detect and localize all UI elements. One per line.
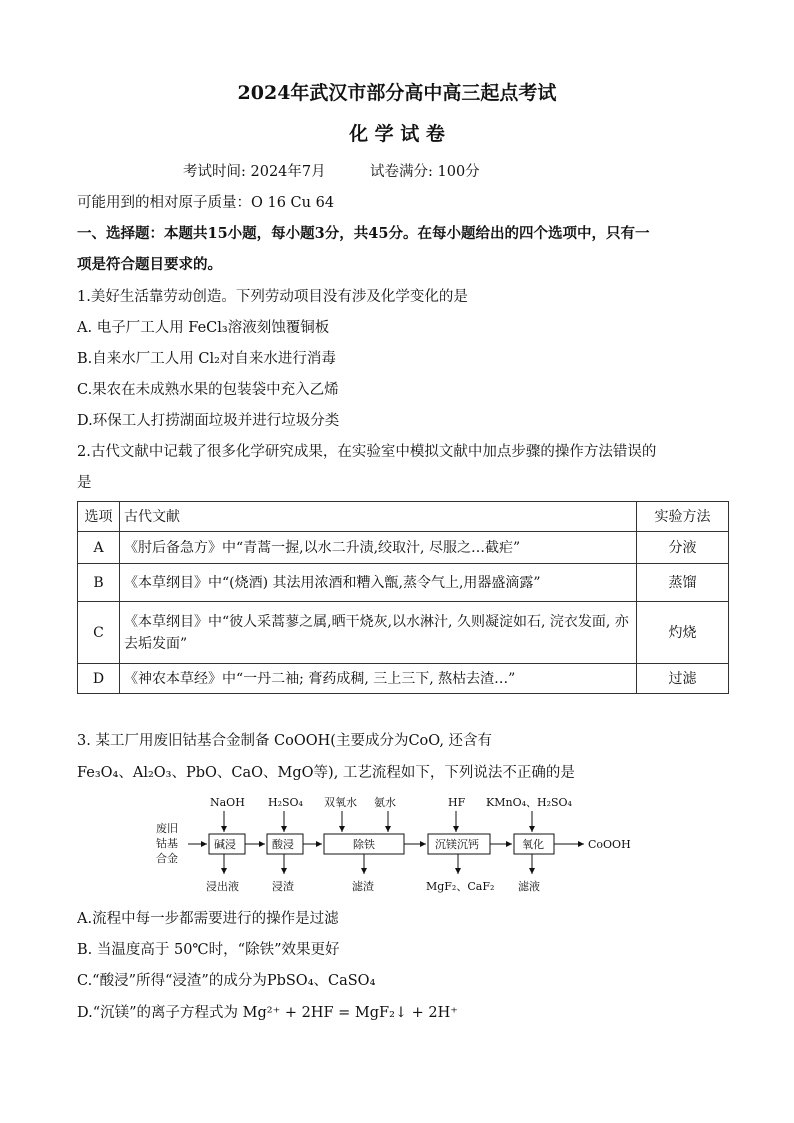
flow-step-oxidize: 氧化: [522, 838, 544, 851]
flow-output-fluorides: MgF₂、CaF₂: [426, 880, 495, 893]
table-header-row: [78, 502, 729, 532]
flow-reagent-h2o2: 双氧水: [324, 796, 357, 809]
flow-reagent-h2so4: H₂SO₄: [268, 796, 303, 809]
table-cell-text: 《肘后备急方》中“青蒿一握,以水二升渍,绞取汁, 尽服之…截疟”: [120, 532, 637, 564]
table-cell-text: 《神农本草经》中“一丹二袖; 膏药成稠, 三上三下, 熬枯去渣…”: [120, 664, 637, 694]
table-header-cell: 实验方法: [637, 502, 729, 532]
q3-option-b: B. 当温度高于 50℃时，“除铁”效果更好: [77, 942, 340, 958]
flow-step-remove-iron: 除铁: [353, 838, 375, 851]
table-cell-text: 《本草纲目》中“(烧酒) 其法用浓酒和糟入甑,蒸令气上,用器盛滴露”: [120, 564, 637, 602]
table-row: [78, 564, 729, 602]
exam-subject: 化 学 试 卷: [349, 123, 445, 145]
section-heading-line1: 一、选择题：本题共15小题，每小题3分，共45分。在每小题给出的四个选项中，只有一: [77, 225, 650, 242]
table-cell-method: 过滤: [637, 664, 729, 694]
table-cell-option: D: [78, 664, 120, 694]
table-cell-option: A: [78, 532, 120, 564]
table-header-cell: 选项: [78, 502, 120, 532]
q1-option-d: D.环保工人打捞湖面垃圾并进行垃圾分类: [77, 413, 340, 429]
table-cell-option: C: [78, 602, 120, 664]
literature-table: [77, 501, 729, 694]
q1-option-c: C.果农在未成熟水果的包装袋中充入乙烯: [77, 382, 339, 398]
q1-option-b: B.自来水厂工人用 Cl₂对自来水进行消毒: [77, 351, 336, 367]
process-flow-diagram: [152, 792, 652, 900]
flow-product: CoOOH: [588, 838, 631, 851]
q3-option-d: D.“沉镁”的离子方程式为 Mg²⁺ + 2HF = MgF₂↓ + 2H⁺: [77, 1005, 458, 1021]
exam-title: 2024年武汉市部分高中高三起点考试: [237, 82, 557, 104]
flow-reagent-naoh: NaOH: [210, 796, 245, 809]
q3-option-c: C.“酸浸”所得“浸渣”的成分为PbSO₄、CaSO₄: [77, 973, 376, 989]
flow-source-line: 废旧: [156, 822, 178, 835]
table-cell-method: 蒸馏: [637, 564, 729, 602]
table-row: [78, 532, 729, 564]
flow-reagent-kmno4: KMnO₄、H₂SO₄: [486, 796, 572, 809]
flow-output-filter-residue: 滤渣: [352, 880, 374, 893]
table-cell-text: 《本草纲目》中“彼人采蒿蓼之属,晒干烧灰,以水淋汁, 久则凝淀如石, 浣衣发面, 亦去垢发面”: [120, 602, 637, 664]
exam-time: 考试时间: 2024年7月: [183, 164, 326, 180]
q1-stem: 1.美好生活靠劳动创造。下列劳动项目没有涉及化学变化的是: [77, 289, 468, 305]
flow-output-leachate: 浸出液: [206, 880, 239, 893]
flow-output-filtrate: 滤液: [518, 880, 540, 893]
q1-option-a: A. 电子厂工人用 FeCl₃溶液刻蚀覆铜板: [77, 320, 330, 336]
flow-step-alkali-leach: 碱浸: [214, 838, 236, 851]
table-cell-method: 灼烧: [637, 602, 729, 664]
flow-source-line: 合金: [156, 852, 178, 865]
atomic-mass-line: 可能用到的相对原子质量：O 16 Cu 64: [77, 195, 335, 211]
q2-stem-line1: 2.古代文献中记载了很多化学研究成果，在实验室中模拟文献中加点步骤的操作方法错误的: [77, 444, 657, 460]
q3-option-a: A.流程中每一步都需要进行的操作是过滤: [77, 911, 339, 927]
flow-reagent-hf: HF: [448, 796, 466, 809]
q3-stem-line1: 3. 某工厂用废旧钴基合金制备 CoOOH(主要成分为CoO, 还含有: [77, 733, 493, 749]
table-row: [78, 602, 729, 664]
flow-step-acid-leach: 酸浸: [272, 838, 294, 851]
table-cell-option: B: [78, 564, 120, 602]
section-heading-line2: 项是符合题目要求的。: [77, 256, 222, 273]
flow-reagent-ammonia: 氨水: [374, 796, 396, 809]
full-score: 试卷满分: 100分: [370, 164, 480, 180]
flow-source-line: 钴基: [156, 837, 178, 850]
table-header-cell: 古代文献: [120, 502, 637, 532]
table-row: [78, 664, 729, 694]
q2-stem-line2: 是: [77, 475, 92, 491]
q3-stem-line2: Fe₃O₄、Al₂O₃、PbO、CaO、MgO等), 工艺流程如下，下列说法不正确的是: [77, 765, 575, 781]
flow-output-residue: 浸渣: [272, 880, 294, 893]
table-cell-method: 分液: [637, 532, 729, 564]
flow-step-precipitate: 沉镁沉钙: [435, 838, 479, 851]
